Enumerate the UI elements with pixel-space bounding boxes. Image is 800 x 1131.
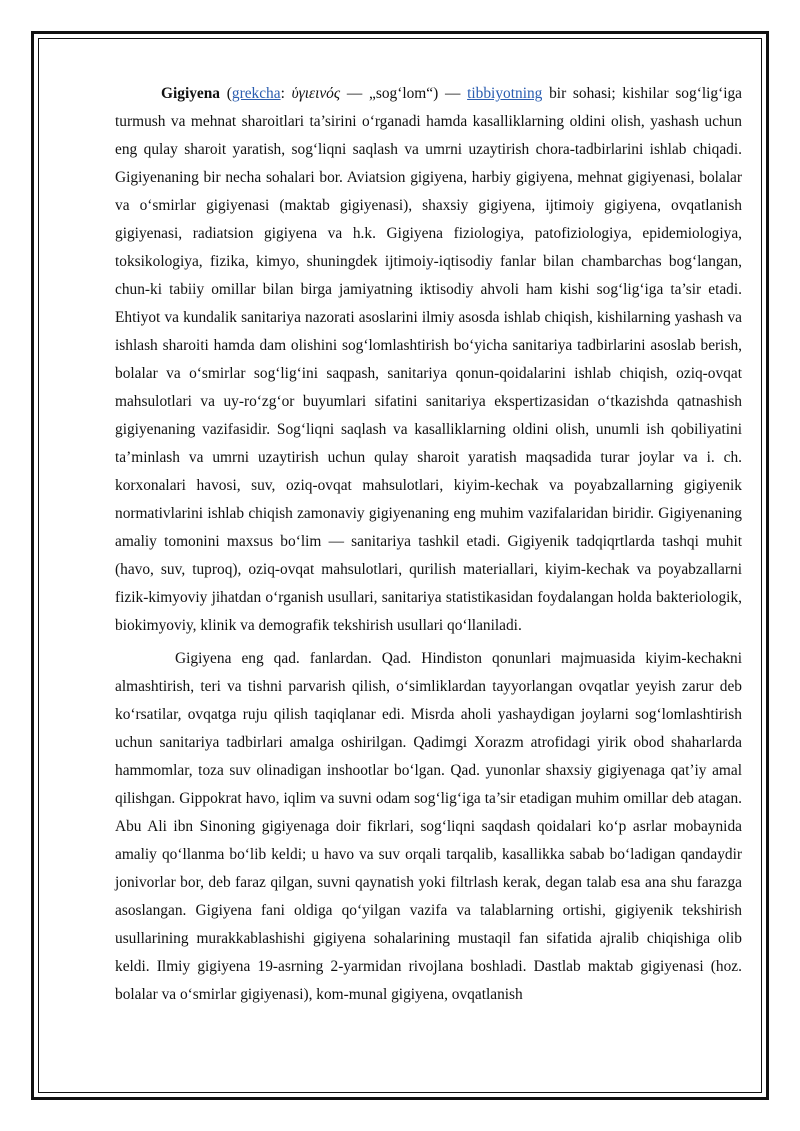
document-body bbox=[115, 80, 742, 1009]
meaning-text: — „sog‘lom“) — bbox=[340, 85, 468, 102]
paragraph-1-body: bir sohasi; kishilar sog‘lig‘iga turmush va mehnat sharoitlari ta’sirini o‘rganadi hamda kasalliklarning oldini olish, yashash uchun eng qulay sharoit yaratish, sog‘liqni saqlash va umrni uzaytirish chora-tadbirlarini ishlab chiqadi. Gigiyenaning bir necha sohalari bor. Aviatsion gigiyena, harbiy gigiyena, mehnat gigiyenasi, bolalar va o‘smirlar gigiyenasi (maktab gigiyenasi), shaxsiy gigiyena, ijtimoiy gigiyena, ovqatlanish gigiyenasi, radiatsion gigiyena va h.k. Gigiyena fiziologiya, patofiziologiya, epidemiologiya, toksikologiya, fizika, kimyo, shuningdek ijtimoiy-iqtisodiy fanlar bilan chambarchas bog‘langan, chun-ki tabiiy omillar bilan birga jamiyatning iktisodiy ahvoli ham kishi sog‘lig‘iga ta’sir etadi. Ehtiyot va kundalik sanitariya nazorati asoslarini ilmiy asosda ishlab chiqish, kishilarning yashash va ishlash sharoiti hamda dam olishini sog‘lomlashtirish bo‘yicha sanitariya tadbirlarini asoslab berish, bolalar va o‘smirlar sog‘lig‘ini saqpash, sanitariya qonun-qoidalarini ishlab chiqish, oziq-ovqat mahsulotlari va uy-ro‘zg‘or buyumlari sifatini sanitariya ekspertizasidan o‘tkazishda qatnashish gigiyenaning vazifasidir. Sog‘liqni saqlash va kasalliklarning oldini olish, unumli ish qobiliyatini ta’minlash va umrni uzaytirish uchun qulay sharoit yaratish maqsadida turar joylar va i. ch. korxonalari havosi, suv, oziq-ovqat mahsulotlari, kiyim-kechak va poyabzallarning gigiyenik normativlarini ishlab chiqish zamonaviy gigiyenaning eng muhim vazifalaridan biridir. Gigiyenaning amaliy tomonini maxsus bo‘lim — sanitariya tashkil etadi. Gigiyenik tadqiqrtlarda tashqi muhit (havo, suv, tuproq), oziq-ovqat mahsulotlari, qurilish materiallari, kiyim-kechak va poyabzallarni fizik-kimyoviy jihatdan o‘rganish usullari, sanitariya statistikasidan foydalangan holda bakteriologik, biokimyoviy, klinik va demografik tekshirish usullari qo‘llaniladi. bbox=[115, 85, 742, 634]
open-paren: ( bbox=[220, 85, 232, 102]
link-grekcha[interactable]: grekcha bbox=[231, 85, 281, 102]
paragraph-definition bbox=[115, 80, 742, 640]
term-gigiyena: Gigiyena bbox=[161, 85, 220, 102]
link-tibbiyotning[interactable]: tibbiyotning bbox=[467, 85, 543, 102]
greek-word: ὑγιεινός bbox=[291, 85, 341, 102]
paragraph-history: Gigiyena eng qad. fanlardan. Qad. Hindiston qonunlari majmuasida kiyim-kechakni almashtirish, teri va tishni parvarish qilish, o‘simliklardan tayyorlangan ovqatlar yeyish zarur deb ko‘rsatilar, ovqatga ruju qilish taqiqlanar edi. Misrda aholi yashaydigan joylarni sog‘lomlashtirish uchun sanitariya tadbirlari amalga oshirilgan. Qadimgi Xorazm atrofidagi yirik obod shaharlarda hammomlar, toza suv olinadigan inshootlar bo‘lgan. Qad. yunonlar shaxsiy gigiyenaga qat’iy amal qilishgan. Gippokrat havo, iqlim va suvni odam sog‘lig‘iga ta’sir etadigan muhim omillar deb atagan. Abu Ali ibn Sinoning gigiyenaga doir fikrlari, sog‘liqni saqdash qoidalari ko‘p asrlar mobaynida amaliy qo‘llanma bo‘lib keldi; u havo va suv orqali tarqalib, kasallikka sabab bo‘ladigan qandaydir jonivorlar bor, deb faraz qilgan, suvni qaynatish yoki filtrlash kerak, degan talab esa ana shu farazga asoslangan. Gigiyena fani oldiga qo‘yilgan vazifa va talablarning ortishi, gigiyenik tekshirish usullarining murakkablashishi gigiyena sohalarining mustaqil fan sifatida ajralib chiqishiga olib keldi. Ilmiy gigiyena 19-asrning 2-yarmidan rivojlana boshladi. Dastlab maktab gigiyenasi (hoz. bolalar va o‘smirlar gigiyenasi), kom-munal gigiyena, ovqatlanish bbox=[115, 650, 742, 1003]
colon: : bbox=[280, 85, 292, 102]
